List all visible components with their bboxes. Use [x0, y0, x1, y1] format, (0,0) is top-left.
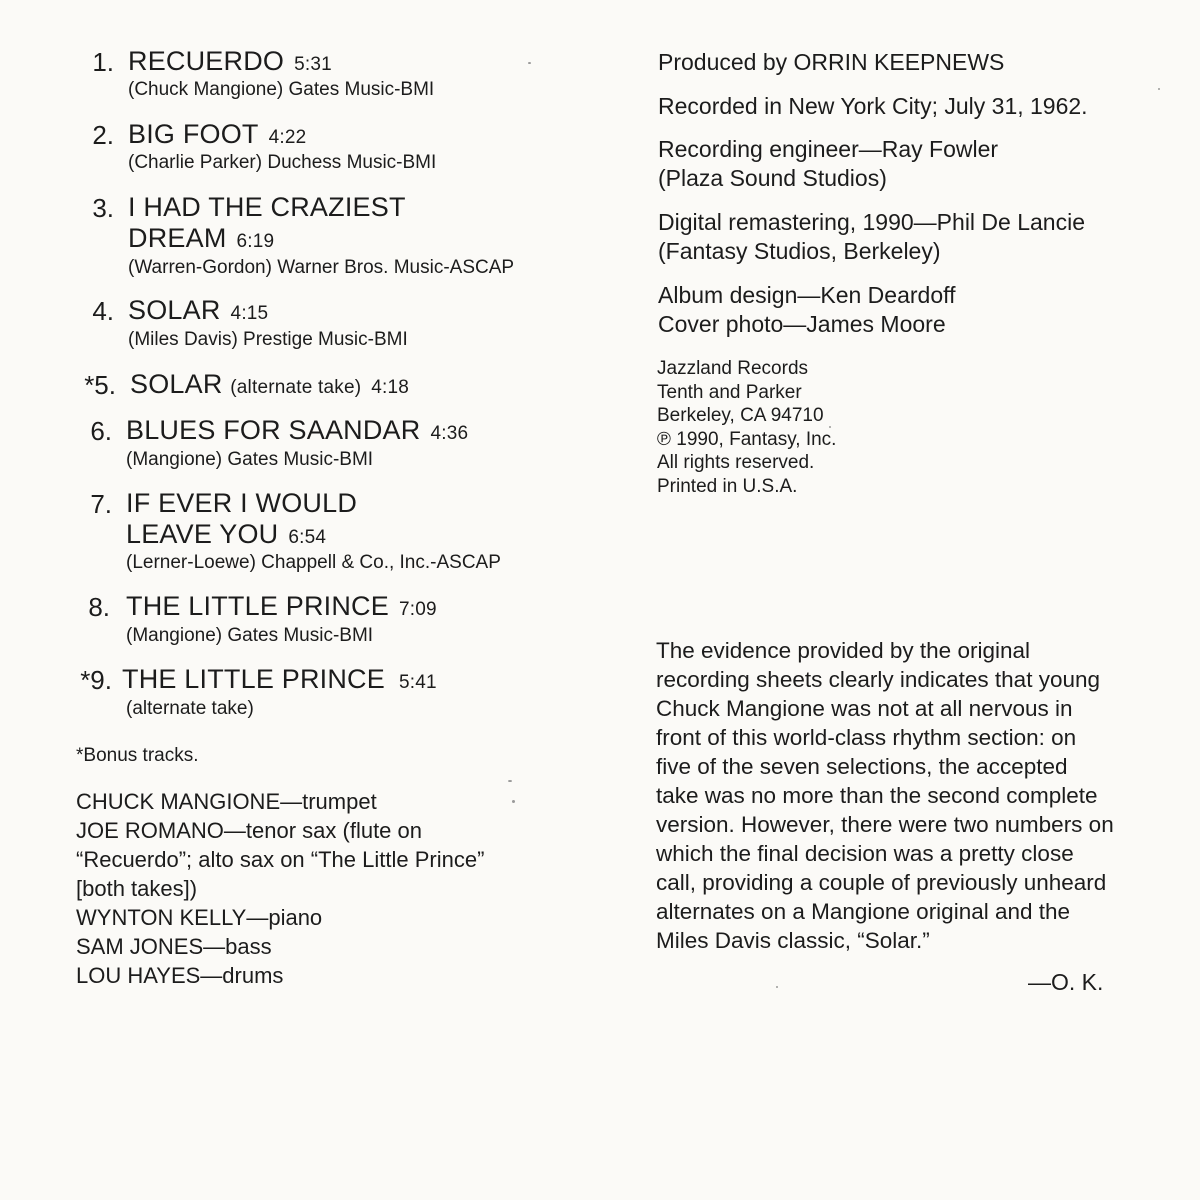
track-duration: 5:41 [398, 672, 437, 693]
paper-speck [512, 800, 515, 803]
track-number: 2. [92, 120, 114, 150]
personnel-line: [both takes]) [76, 876, 198, 901]
essay-line: call, providing a couple of previously unheard [656, 870, 1107, 895]
essay-line: Miles Davis classic, “Solar.” [656, 928, 930, 953]
copyright-line: ℗ 1990, Fantasy, Inc. [657, 428, 837, 450]
track-number: *9. [80, 665, 112, 695]
author-signature: —O. K. [1028, 969, 1104, 995]
track-publisher: (Lerner-Loewe) Chappell & Co., Inc.-ASCAP [126, 552, 501, 573]
track-number: 3. [92, 193, 114, 223]
paper-speck [829, 426, 831, 428]
essay-line: version. However, there were two numbers on [656, 812, 1114, 837]
label-address-block [657, 357, 836, 498]
engineer-studio: (Plaza Sound Studios) [658, 165, 887, 191]
personnel-line: JOE ROMANO—tenor sax (flute on [76, 818, 422, 843]
track-number: 7. [90, 489, 112, 519]
track-duration: 4:18 [371, 377, 410, 398]
engineer-credit: Recording engineer—Ray Fowler [658, 136, 999, 162]
track-number: *5. [84, 370, 116, 400]
personnel-line: WYNTON KELLY—piano [76, 905, 323, 930]
essay-line: recording sheets clearly indicates that young [656, 667, 1101, 692]
track-duration: 4:36 [430, 423, 469, 444]
track-publisher: (Chuck Mangione) Gates Music-BMI [128, 79, 435, 100]
paper-speck [776, 986, 778, 988]
track-number: 8. [88, 592, 110, 622]
paper-speck [508, 780, 512, 782]
personnel-line: CHUCK MANGIONE—trumpet [76, 789, 377, 814]
producer-credit: Produced by ORRIN KEEPNEWS [658, 49, 1005, 75]
track-title: THE LITTLE PRINCE 7:09 [126, 591, 437, 621]
paper-speck [1158, 88, 1160, 90]
label-line: Tenth and Parker [657, 381, 802, 403]
personnel-line: “Recuerdo”; alto sax on “The Little Prince” [76, 847, 485, 872]
essay-line: alternates on a Mangione original and the [656, 899, 1071, 924]
remastering-studio: (Fantasy Studios, Berkeley) [658, 238, 941, 264]
photo-credit: Cover photo—James Moore [658, 311, 946, 337]
track-title: BIG FOOT 4:22 [128, 119, 307, 149]
track-publisher: (Mangione) Gates Music-BMI [126, 449, 374, 470]
label-line: All rights reserved. [657, 452, 815, 473]
essay-line: take was no more than the second complete [656, 783, 1098, 808]
track-title: BLUES FOR SAANDAR 4:36 [126, 415, 469, 445]
recording-credit: Recorded in New York City; July 31, 1962. [658, 93, 1088, 119]
track-duration: 6:54 [288, 527, 327, 548]
track-duration: 6:19 [236, 231, 275, 252]
track-title: IF EVER I WOULD [126, 488, 358, 518]
paper-speck [528, 62, 531, 64]
track-duration: 4:22 [268, 127, 307, 148]
track-number: 4. [92, 296, 114, 326]
track-title: SOLAR 4:15 [128, 295, 269, 325]
essay-line: front of this world-class rhythm section: on [656, 725, 1077, 750]
track-duration: 5:31 [294, 54, 332, 75]
track-number: 6. [90, 416, 112, 446]
track-title: SOLAR (alternate take) 4:18 [130, 369, 410, 399]
track-title: I HAD THE CRAZIEST [128, 192, 406, 222]
bonus-tracks-note: *Bonus tracks. [76, 745, 199, 766]
track-title: RECUERDO 5:31 [128, 46, 332, 76]
label-line: Printed in U.S.A. [657, 475, 798, 497]
remastering-credit: Digital remastering, 1990—Phil De Lancie [658, 209, 1085, 235]
track-publisher: (Mangione) Gates Music-BMI [126, 625, 374, 646]
track-publisher: (Miles Davis) Prestige Music-BMI [128, 329, 408, 350]
liner-essay [656, 636, 1176, 955]
personnel-line: LOU HAYES—drums [76, 963, 284, 988]
personnel-line: SAM JONES—bass [76, 934, 272, 959]
track-title-line-2: LEAVE YOU 6:54 [126, 519, 327, 549]
essay-line: five of the seven selections, the accepted [656, 754, 1068, 779]
essay-line: Chuck Mangione was not at all nervous in [656, 696, 1073, 721]
track-publisher: (Warren-Gordon) Warner Bros. Music-ASCAP [128, 257, 515, 278]
track-title: THE LITTLE PRINCE 5:41 [122, 664, 437, 694]
label-line: Jazzland Records [657, 358, 809, 379]
track-title-line-2: DREAM 6:19 [128, 223, 275, 253]
essay-line: which the final decision was a pretty close [656, 841, 1074, 866]
design-credit: Album design—Ken Deardoff [658, 282, 956, 308]
track-duration: 7:09 [398, 599, 437, 620]
track-duration: 4:15 [230, 303, 269, 324]
track-publisher: (alternate take) [126, 698, 254, 719]
label-line: Berkeley, CA 94710 [657, 405, 824, 426]
track-note: (alternate take) [230, 377, 362, 398]
track-number: 1. [92, 47, 114, 77]
track-publisher: (Charlie Parker) Duchess Music-BMI [128, 152, 437, 173]
personnel-list [76, 787, 596, 990]
essay-line: The evidence provided by the original [656, 638, 1030, 663]
